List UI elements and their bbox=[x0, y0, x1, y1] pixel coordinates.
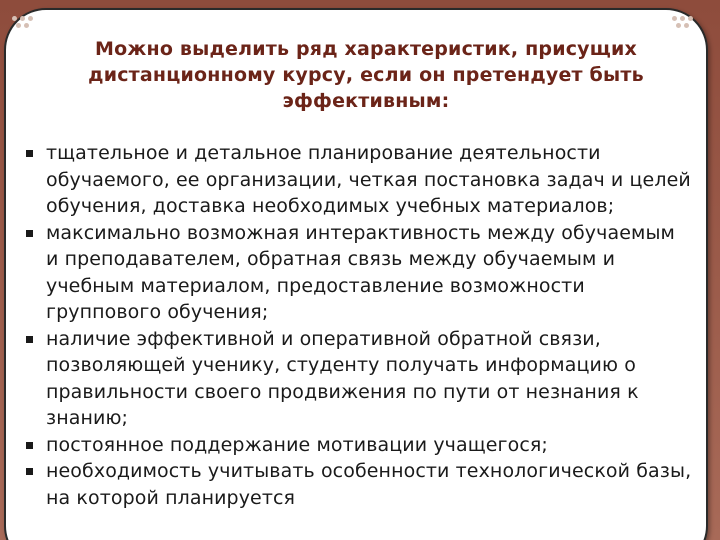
list-item bbox=[22, 326, 692, 432]
list-item-text: наличие эффективной и оперативной обратной связи, позволяющей ученику, студенту получать информацию о правильности своего продвижения по пути от незнания к знанию; bbox=[46, 327, 639, 429]
list-item-text: постоянное поддержание мотивации учащегося; bbox=[46, 433, 548, 456]
corner-dots-decoration bbox=[672, 16, 702, 36]
square-bullet-icon bbox=[26, 442, 33, 449]
list-item-text: тщательное и детальное планирование деятельности обучаемого, ее организации, четкая постановка задач и целей обучения, доставка необходимых учебных материалов; bbox=[46, 142, 691, 217]
square-bullet-icon bbox=[26, 150, 33, 157]
list-item-text: необходимость учитывать особенности технологической базы, на которой планируется bbox=[46, 460, 692, 509]
square-bullet-icon bbox=[26, 336, 33, 343]
square-bullet-icon bbox=[26, 468, 33, 475]
bullet-list bbox=[22, 140, 692, 511]
square-bullet-icon bbox=[26, 230, 33, 237]
list-item bbox=[22, 458, 692, 511]
list-item-text: максимально возможная интерактивность между обучаемым и преподавателем, обратная связь между обучаемым и учебным материалом, предоставление возможности группового обучения; bbox=[46, 221, 675, 323]
list-item bbox=[22, 220, 692, 326]
slide-title: Можно выделить ряд характеристик, присущих дистанционному курсу, если он претендует быть эффективным: bbox=[88, 38, 644, 112]
list-item bbox=[22, 140, 692, 220]
list-item bbox=[22, 432, 692, 459]
corner-dots-decoration bbox=[12, 16, 42, 36]
